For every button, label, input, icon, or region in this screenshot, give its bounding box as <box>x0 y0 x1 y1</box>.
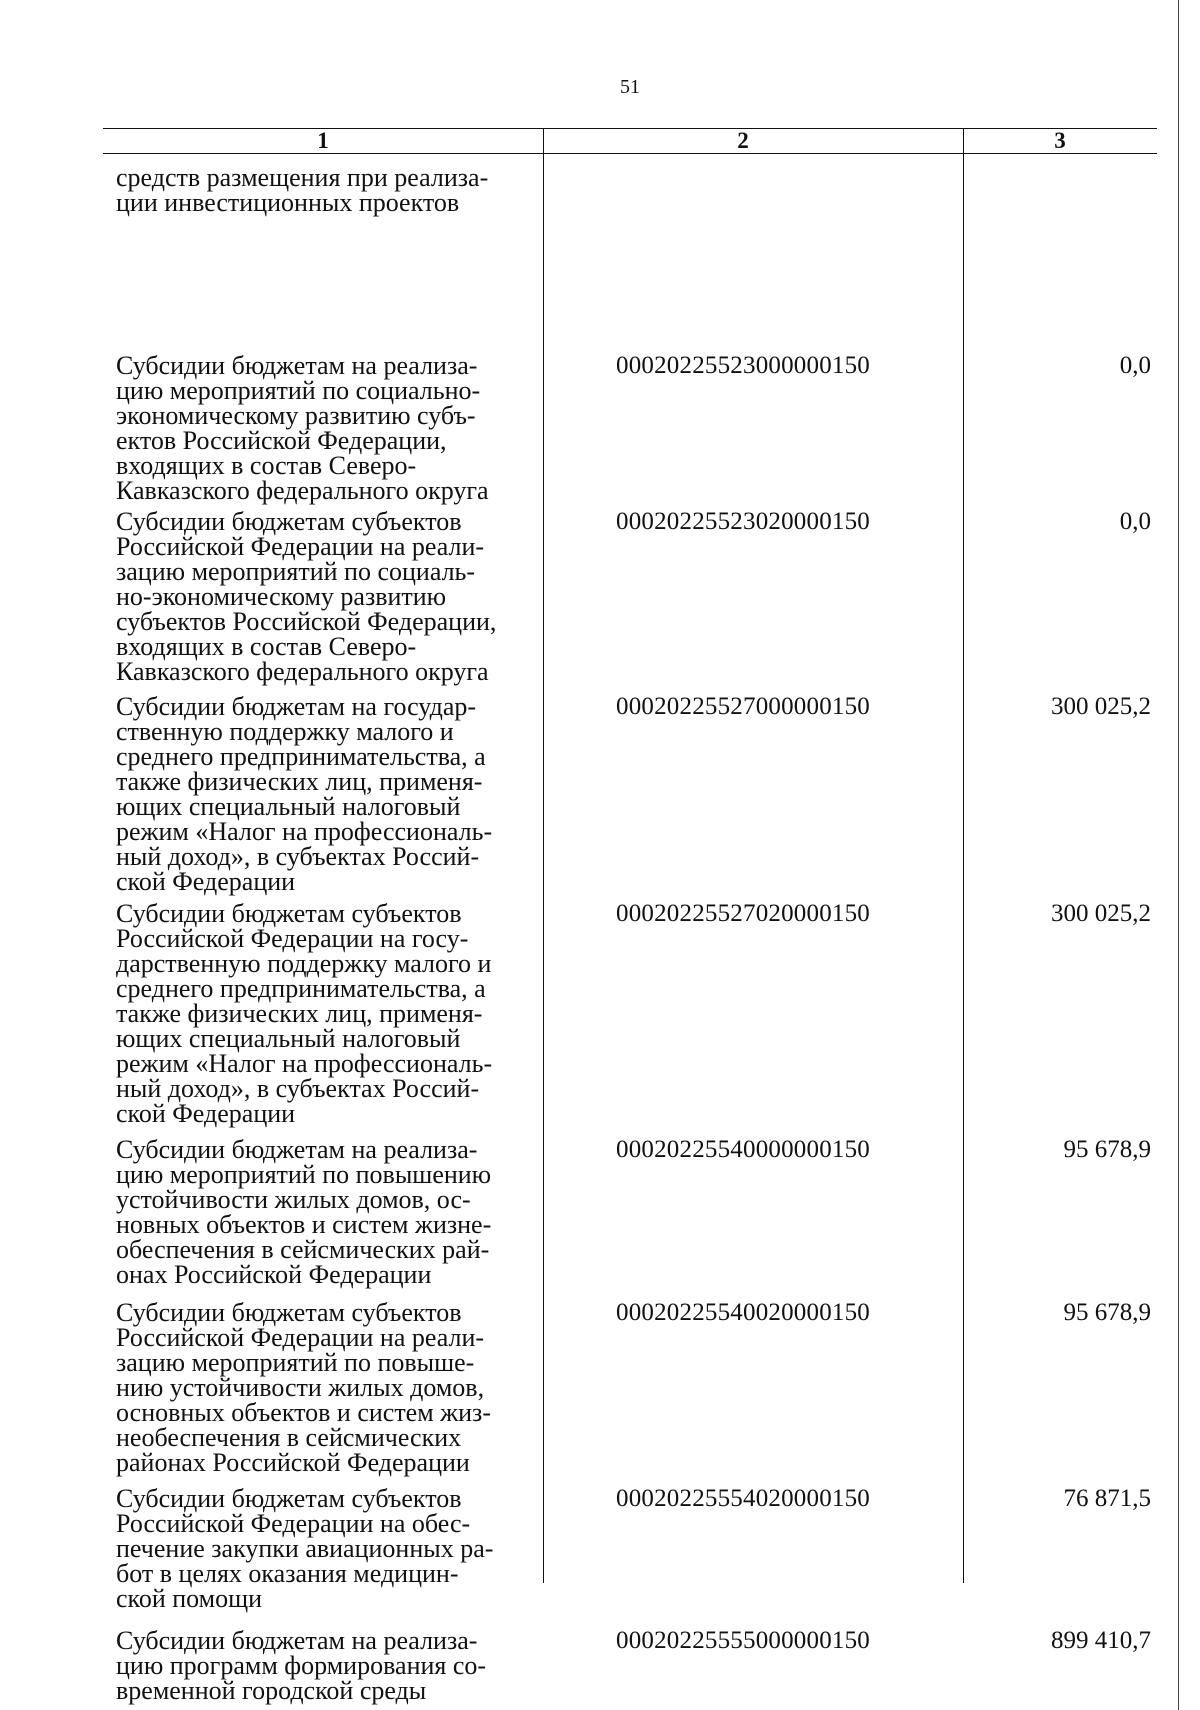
row-name <box>116 1486 536 1611</box>
row-name-line: Российской Федерации на госу- <box>116 924 469 953</box>
scan-edge-line <box>1178 0 1179 1710</box>
row-value: 300 025,2 <box>1051 693 1151 720</box>
row-name-line: но-экономическому развитию <box>116 582 447 611</box>
row-name <box>116 1628 536 1703</box>
row-name-line: ющих специальный налоговый <box>116 792 461 821</box>
row-name-line: входящих в состав Северо- <box>116 632 417 661</box>
row-name-line: зацию мероприятий по социаль- <box>116 557 476 586</box>
column-divider-2 <box>963 128 964 1583</box>
header-col-2: 2 <box>737 128 749 153</box>
row-name-line: Российской Федерации на реали- <box>116 532 485 561</box>
row-name-line: устойчивости жилых домов, ос- <box>116 1185 471 1214</box>
row-name-line: средств размещения при реализа- <box>116 163 489 192</box>
row-name-line: режим «Налог на профессиональ- <box>116 1049 493 1078</box>
row-code: 00020225555000000150 <box>616 1627 870 1654</box>
row-name-line: Субсидии бюджетам субъектов <box>116 1298 462 1327</box>
row-name <box>116 509 536 684</box>
table-header <box>103 128 1157 154</box>
row-name-line: ектов Российской Федерации, <box>116 426 447 455</box>
row-value: 0,0 <box>1119 508 1151 535</box>
row-name-line: Субсидии бюджетам субъектов <box>116 507 462 536</box>
row-name-line: Кавказского федерального округа <box>116 476 489 505</box>
row-name-line: Субсидии бюджетам на реализа- <box>116 351 478 380</box>
row-name-line: также физических лиц, применя- <box>116 999 483 1028</box>
row-name-line: печение закупки авиационных ра- <box>116 1534 494 1563</box>
row-name-line: онах Российской Федерации <box>116 1260 432 1289</box>
header-col-1: 1 <box>317 128 329 153</box>
row-name-line: ции инвестиционных проектов <box>116 188 460 217</box>
row-name <box>116 1137 536 1287</box>
row-name <box>116 901 536 1126</box>
row-name-line: Субсидии бюджетам на реализа- <box>116 1135 478 1164</box>
row-name-line: Российской Федерации на обес- <box>116 1509 471 1538</box>
row-value: 0,0 <box>1119 352 1151 379</box>
row-name-line: бот в целях оказания медицин- <box>116 1559 459 1588</box>
row-name <box>116 353 536 503</box>
row-name-line: экономическому развитию субъ- <box>116 401 476 430</box>
row-name-line: входящих в состав Северо- <box>116 451 417 480</box>
row-name-line: ственную поддержку малого и <box>116 717 454 746</box>
row-name-line: Субсидии бюджетам субъектов <box>116 1484 462 1513</box>
row-code: 00020225540020000150 <box>616 1299 870 1326</box>
header-col-3: 3 <box>1054 128 1066 153</box>
row-name-line: нию устойчивости жилых домов, <box>116 1373 485 1402</box>
row-value: 899 410,7 <box>1051 1627 1151 1654</box>
row-code: 00020225523000000150 <box>616 352 870 379</box>
row-name-line: основных объектов и систем жиз- <box>116 1398 491 1427</box>
row-name-line: ный доход», в субъектах Россий- <box>116 1074 480 1103</box>
row-value: 76 871,5 <box>1063 1485 1151 1512</box>
row-name-line: ный доход», в субъектах Россий- <box>116 842 480 871</box>
row-name-line: субъектов Российской Федерации, <box>116 607 497 636</box>
page-number: 51 <box>620 76 640 98</box>
row-name-line: Субсидии бюджетам на реализа- <box>116 1626 478 1655</box>
row-name-line: также физических лиц, применя- <box>116 767 483 796</box>
row-name-line: зацию мероприятий по повыше- <box>116 1348 475 1377</box>
row-name-line: цию программ формирования со- <box>116 1651 487 1680</box>
row-name-line: цию мероприятий по социально- <box>116 376 481 405</box>
row-name-line: ской помощи <box>116 1584 263 1613</box>
row-value: 300 025,2 <box>1051 900 1151 927</box>
row-name-line: среднего предпринимательства, а <box>116 974 486 1003</box>
row-name-line: среднего предпринимательства, а <box>116 742 486 771</box>
row-name-line: районах Российской Федерации <box>116 1448 470 1477</box>
row-name <box>116 165 536 215</box>
row-name-line: обеспечения в сейсмических рай- <box>116 1235 490 1264</box>
row-name-line: новных объектов и систем жизне- <box>116 1210 492 1239</box>
row-name <box>116 1300 536 1475</box>
row-name-line: режим «Налог на профессиональ- <box>116 817 493 846</box>
row-name-line: цию мероприятий по повышению <box>116 1160 492 1189</box>
row-name-line: ской Федерации <box>116 867 296 896</box>
row-name-line: ющих специальный налоговый <box>116 1024 461 1053</box>
row-name-line: Российской Федерации на реали- <box>116 1323 485 1352</box>
row-code: 00020225554020000150 <box>616 1485 870 1512</box>
row-value: 95 678,9 <box>1063 1136 1151 1163</box>
row-code: 00020225527000000150 <box>616 693 870 720</box>
row-name-line: временной городской среды <box>116 1676 427 1705</box>
row-name-line: дарственную поддержку малого и <box>116 949 492 978</box>
row-name-line: Субсидии бюджетам на государ- <box>116 692 477 721</box>
row-code: 00020225527020000150 <box>616 900 870 927</box>
row-code: 00020225540000000150 <box>616 1136 870 1163</box>
column-divider-1 <box>543 128 544 1583</box>
row-name-line: Субсидии бюджетам субъектов <box>116 899 462 928</box>
row-value: 95 678,9 <box>1063 1299 1151 1326</box>
row-name-line: Кавказского федерального округа <box>116 657 489 686</box>
row-name <box>116 694 536 894</box>
row-code: 00020225523020000150 <box>616 508 870 535</box>
budget-table <box>103 128 1157 1705</box>
row-name-line: необеспечения в сейсмических <box>116 1423 462 1452</box>
row-name-line: ской Федерации <box>116 1099 296 1128</box>
